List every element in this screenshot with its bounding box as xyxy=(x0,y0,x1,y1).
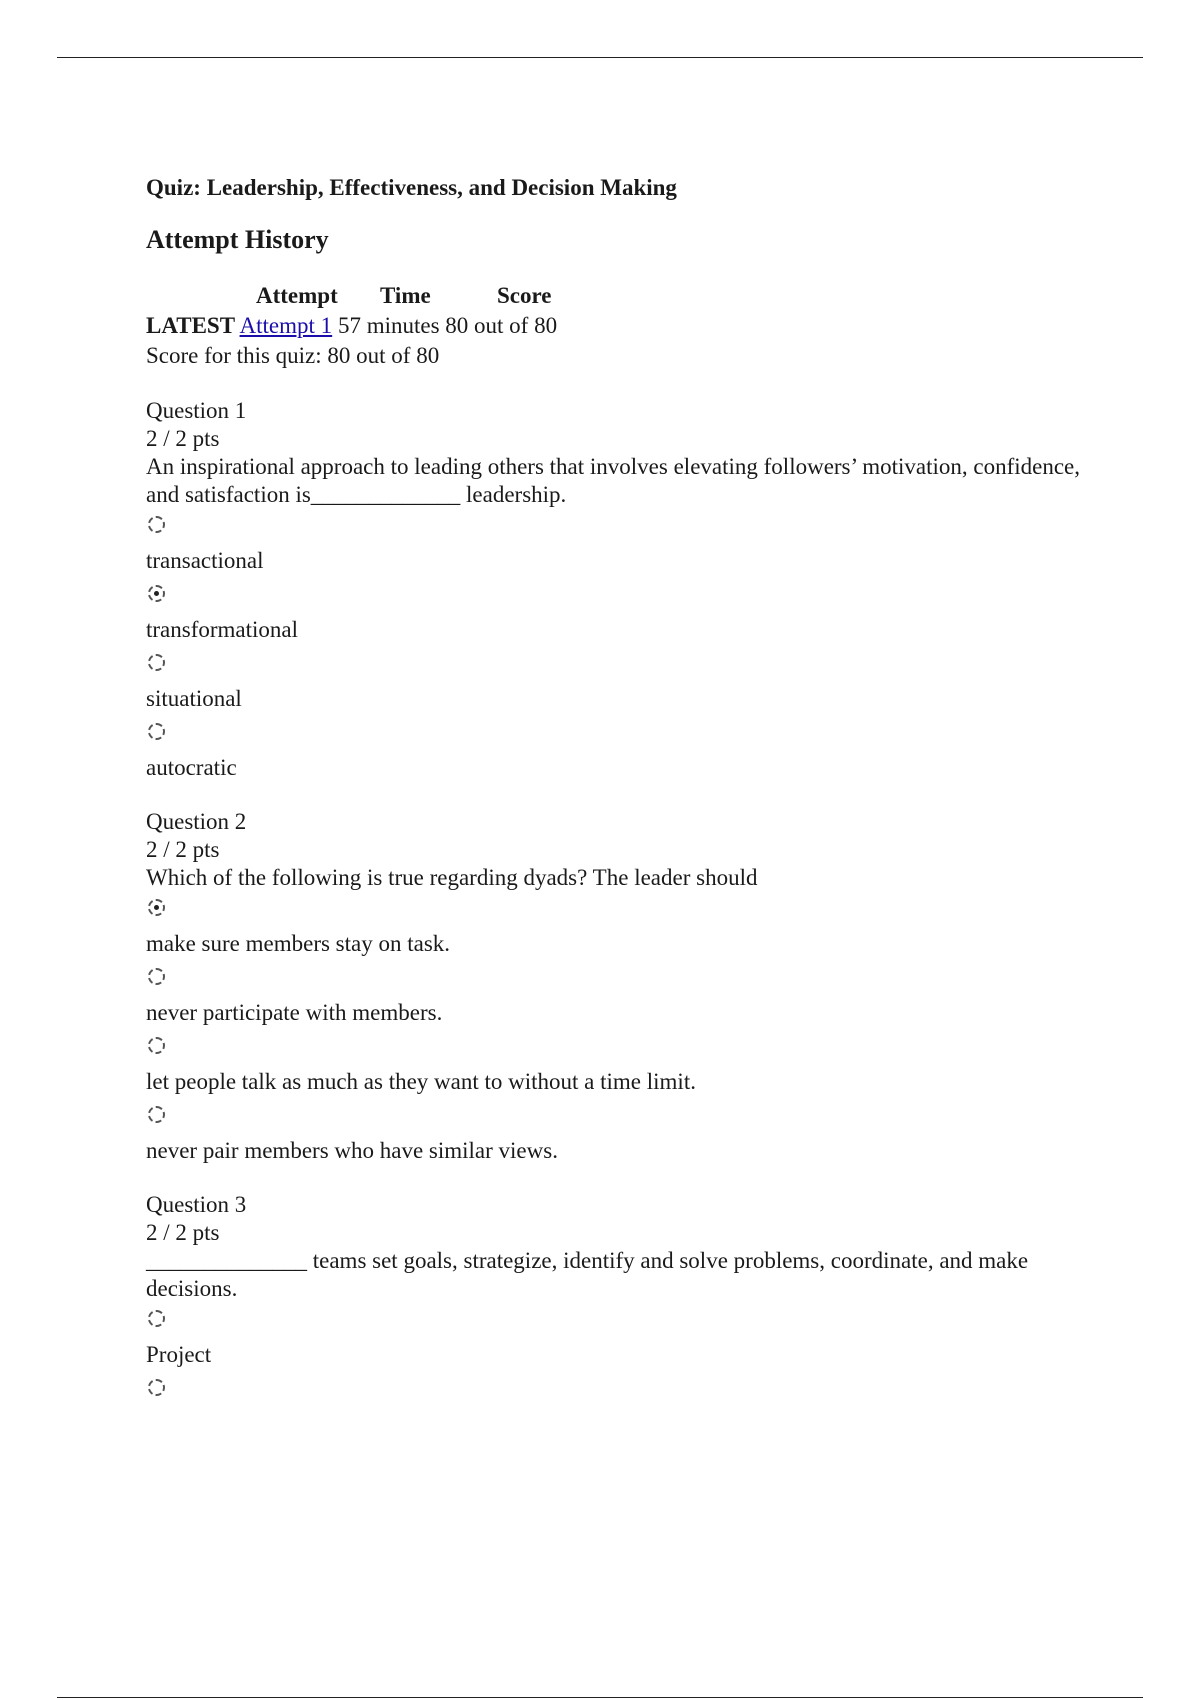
radio-icon[interactable] xyxy=(148,654,165,671)
answer-option[interactable] xyxy=(146,516,1096,575)
radio-icon[interactable] xyxy=(148,1310,165,1327)
answer-option[interactable] xyxy=(146,1379,1096,1396)
answer-option-label: let people talk as much as they want to without a time limit. xyxy=(146,1069,696,1094)
answer-option[interactable] xyxy=(146,585,1096,644)
answer-option[interactable] xyxy=(146,1106,1096,1165)
answer-option-label: transactional xyxy=(146,548,264,573)
quiz-page xyxy=(146,172,1096,1396)
top-rule xyxy=(57,57,1143,58)
latest-tag: LATEST xyxy=(146,313,236,338)
answer-option[interactable] xyxy=(146,654,1096,713)
answer-option[interactable] xyxy=(146,968,1096,1027)
attempt-time: 57 minutes xyxy=(337,313,440,338)
attempt-link[interactable]: Attempt 1 xyxy=(239,313,333,338)
answer-option[interactable] xyxy=(146,1310,1096,1369)
answer-option-label: autocratic xyxy=(146,755,237,780)
attempt-table-header xyxy=(146,281,1096,311)
question-points: 2 / 2 pts xyxy=(146,837,220,862)
radio-icon[interactable] xyxy=(148,1106,165,1123)
bottom-rule xyxy=(57,1697,1143,1698)
question-label: Question 2 xyxy=(146,809,247,834)
radio-icon[interactable] xyxy=(148,968,165,985)
answer-option-label: Project xyxy=(146,1342,212,1367)
header-time: Time xyxy=(380,283,431,308)
question-block xyxy=(146,808,1096,1165)
question-block xyxy=(146,1191,1096,1396)
quiz-score-summary: Score for this quiz: 80 out of 80 xyxy=(146,343,440,368)
question-text: An inspirational approach to leading others that involves elevating followers’ motivation, confidence, and satisfaction is_____________ leadership. xyxy=(146,454,1081,507)
radio-icon[interactable] xyxy=(148,723,165,740)
quiz-title: Quiz: Leadership, Effectiveness, and Decision Making xyxy=(146,175,677,200)
question-points: 2 / 2 pts xyxy=(146,426,220,451)
answer-option[interactable] xyxy=(146,1037,1096,1096)
answer-option-label: never pair members who have similar views. xyxy=(146,1138,558,1163)
answer-option-label: situational xyxy=(146,686,242,711)
answer-option-label: never participate with members. xyxy=(146,1000,443,1025)
answer-option[interactable] xyxy=(146,723,1096,782)
question-points: 2 / 2 pts xyxy=(146,1220,220,1245)
question-text: ______________ teams set goals, strategize, identify and solve problems, coordinate, and make decisions. xyxy=(146,1248,1029,1301)
header-score: Score xyxy=(497,283,552,308)
question-label: Question 3 xyxy=(146,1192,247,1217)
attempt-history-table xyxy=(146,281,1096,371)
answer-option-label: transformational xyxy=(146,617,299,642)
attempt-score: 80 out of 80 xyxy=(445,313,558,338)
question-list xyxy=(146,397,1096,1396)
answer-option[interactable] xyxy=(146,899,1096,958)
answer-option-label: make sure members stay on task. xyxy=(146,931,451,956)
question-label: Question 1 xyxy=(146,398,247,423)
radio-icon[interactable] xyxy=(148,1037,165,1054)
header-attempt: Attempt xyxy=(256,283,338,308)
attempt-row xyxy=(146,311,1096,341)
radio-selected-icon[interactable] xyxy=(148,899,165,916)
attempt-history-heading: Attempt History xyxy=(146,225,329,254)
radio-selected-icon[interactable] xyxy=(148,585,165,602)
question-text: Which of the following is true regarding dyads? The leader should xyxy=(146,865,758,890)
question-block xyxy=(146,397,1096,782)
radio-icon[interactable] xyxy=(148,516,165,533)
radio-icon[interactable] xyxy=(148,1379,165,1396)
